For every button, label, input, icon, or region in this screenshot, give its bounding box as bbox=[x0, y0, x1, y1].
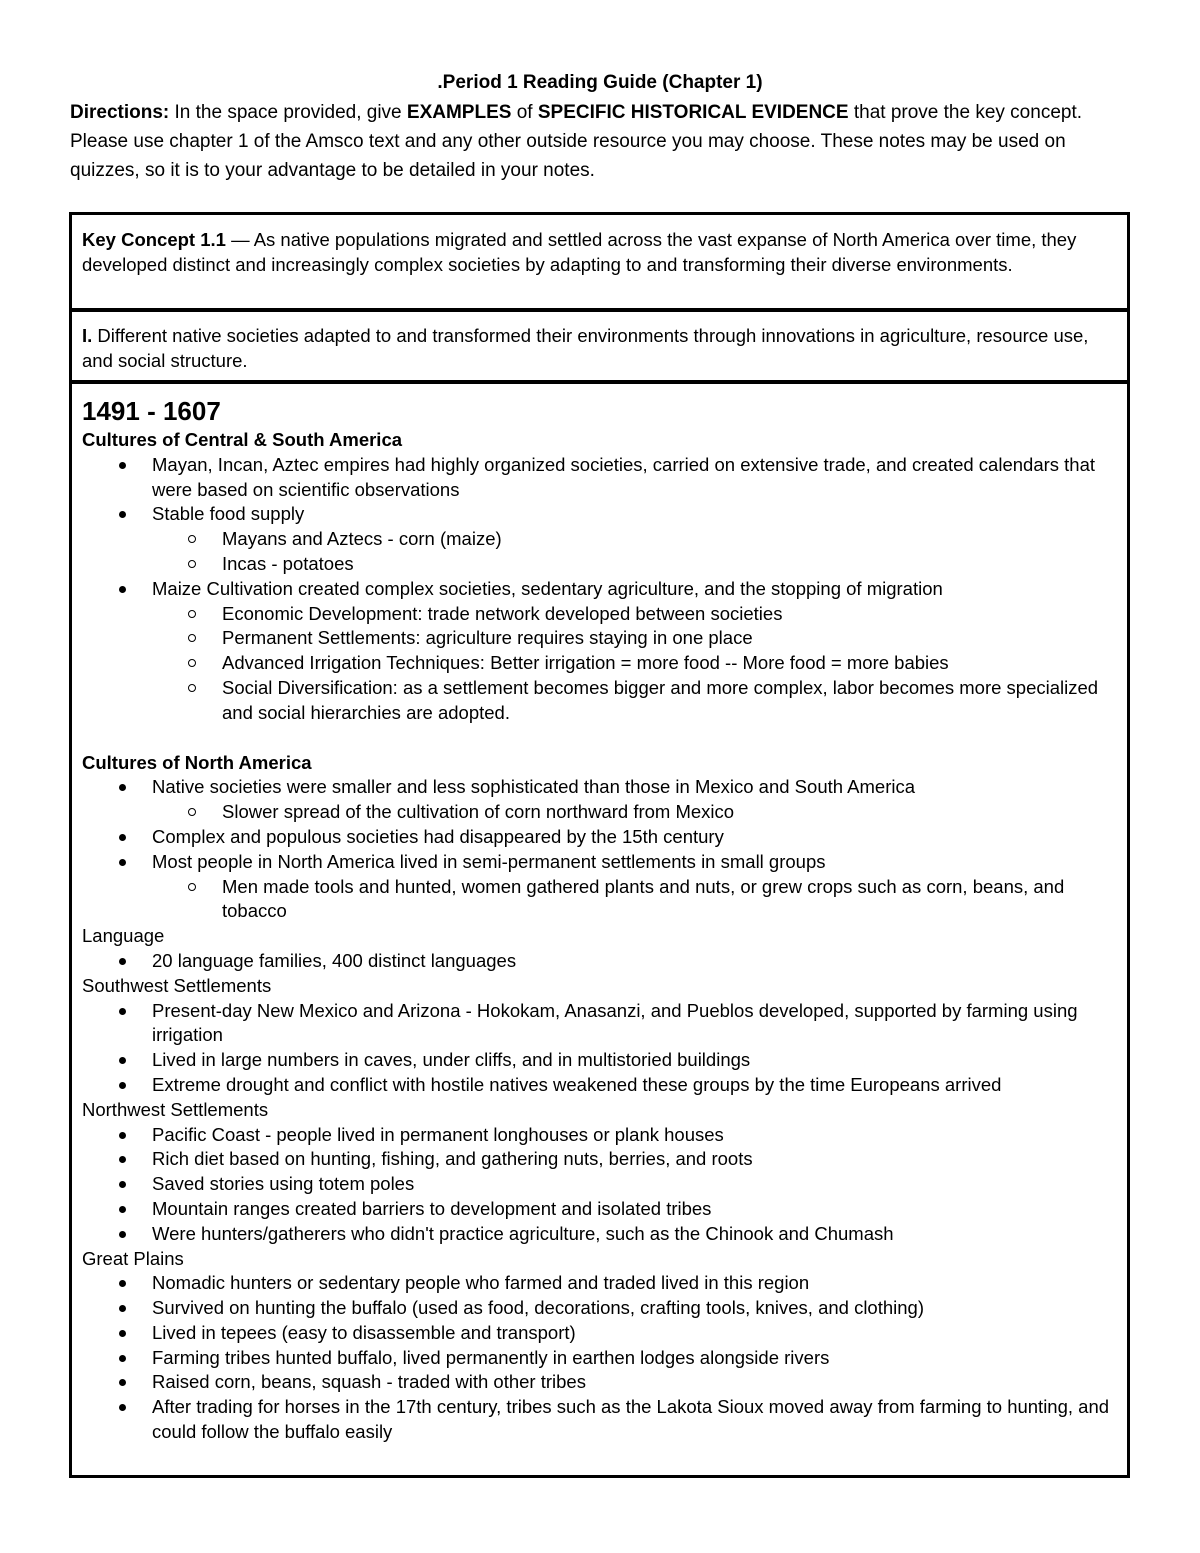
sub-list-item: Economic Development: trade network developed between societies bbox=[82, 602, 1117, 627]
southwest-heading: Southwest Settlements bbox=[82, 974, 272, 996]
section-one-box bbox=[69, 309, 1130, 383]
list-item: Nomadic hunters or sedentary people who farmed and traded lived in this region bbox=[82, 1271, 1117, 1296]
directions-emphasis-examples: EXAMPLES bbox=[406, 102, 512, 123]
list-item: Were hunters/gatherers who didn't practice agriculture, such as the Chinook and Chumash bbox=[82, 1222, 1117, 1247]
list-item: Lived in large numbers in caves, under cliffs, and in multistoried buildings bbox=[82, 1048, 1117, 1073]
sub-list-item: Advanced Irrigation Techniques: Better irrigation = more food -- More food = more babies bbox=[82, 651, 1117, 676]
directions-text-1: In the space provided, give bbox=[169, 102, 407, 123]
list-item: Saved stories using totem poles bbox=[82, 1172, 1117, 1197]
directions-label: Directions: bbox=[70, 102, 170, 123]
great-plains-heading: Great Plains bbox=[82, 1247, 184, 1269]
list-item: Mayan, Incan, Aztec empires had highly organized societies, carried on extensive trade, and created calendars that were based on scientific observations bbox=[82, 453, 1117, 503]
section-one-label: I. bbox=[82, 325, 93, 346]
list-item: After trading for horses in the 17th century, tribes such as the Lakota Sioux moved away from farming to hunting, and could follow the buffalo easily bbox=[82, 1395, 1117, 1445]
list-item: Maize Cultivation created complex societies, sedentary agriculture, and the stopping of migration bbox=[82, 577, 1117, 602]
northwest-list bbox=[82, 1123, 1117, 1247]
central-south-heading: Cultures of Central & South America bbox=[82, 429, 403, 450]
sub-list-item: Incas - potatoes bbox=[82, 552, 1117, 577]
notes-box bbox=[69, 381, 1130, 1478]
directions-emphasis-evidence: SPECIFIC HISTORICAL EVIDENCE bbox=[537, 102, 849, 123]
sub-list-item: Mayans and Aztecs - corn (maize) bbox=[82, 527, 1117, 552]
language-heading: Language bbox=[82, 925, 165, 947]
key-concept-box bbox=[69, 212, 1130, 311]
list-item: Complex and populous societies had disappeared by the 15th century bbox=[82, 825, 1117, 850]
key-concept-text: — As native populations migrated and settled across the vast expanse of North America over time, they developed distinct and increasingly complex societies by adapting to and transforming their diverse environments. bbox=[82, 229, 1077, 275]
list-item: Survived on hunting the buffalo (used as food, decorations, crafting tools, knives, and clothing) bbox=[82, 1296, 1117, 1321]
list-item: Rich diet based on hunting, fishing, and gathering nuts, berries, and roots bbox=[82, 1147, 1117, 1172]
page-title: .Period 1 Reading Guide (Chapter 1) bbox=[437, 72, 763, 93]
directions-text-3: that prove the key concept. Please use chapter 1 of the Amsco text and any other outside resource you may choose. These notes may be used on quizzes, so it is to your advantage to be detailed in your notes. bbox=[70, 102, 1083, 181]
list-item: Most people in North America lived in semi-permanent settlements in small groups bbox=[82, 850, 1117, 875]
great-plains-list bbox=[82, 1271, 1117, 1445]
list-item: Pacific Coast - people lived in permanent longhouses or plank houses bbox=[82, 1123, 1117, 1148]
sub-list-item: Men made tools and hunted, women gathered plants and nuts, or grew crops such as corn, beans, and tobacco bbox=[82, 875, 1117, 925]
list-item: Extreme drought and conflict with hostile natives weakened these groups by the time Europeans arrived bbox=[82, 1073, 1117, 1098]
list-item: Stable food supply bbox=[82, 502, 1117, 527]
central-south-list bbox=[82, 453, 1117, 726]
list-item: Farming tribes hunted buffalo, lived permanently in earthen lodges alongside rivers bbox=[82, 1346, 1117, 1371]
list-item: Lived in tepees (easy to disassemble and transport) bbox=[82, 1321, 1117, 1346]
sub-list-item: Permanent Settlements: agriculture requires staying in one place bbox=[82, 626, 1117, 651]
list-item: Raised corn, beans, squash - traded with other tribes bbox=[82, 1370, 1117, 1395]
language-list bbox=[82, 949, 1117, 974]
spacer bbox=[82, 726, 1117, 751]
directions-text-2: of bbox=[511, 102, 538, 123]
north-america-heading: Cultures of North America bbox=[82, 751, 312, 773]
southwest-list bbox=[82, 999, 1117, 1098]
list-item: Present-day New Mexico and Arizona - Hokokam, Anasanzi, and Pueblos developed, supported by farming using irrigation bbox=[82, 999, 1117, 1049]
key-concept-label: Key Concept 1.1 bbox=[82, 229, 226, 250]
section-one-text: Different native societies adapted to and transformed their environments through innovations in agriculture, resource use, and social structure. bbox=[82, 325, 1089, 371]
sub-list-item: Social Diversification: as a settlement becomes bigger and more complex, labor becomes more specialized and social hierarchies are adopted. bbox=[82, 676, 1117, 726]
period-heading: 1491 - 1607 bbox=[82, 396, 221, 426]
list-item: 20 language families, 400 distinct languages bbox=[82, 949, 1117, 974]
list-item: Native societies were smaller and less sophisticated than those in Mexico and South America bbox=[82, 775, 1117, 800]
northwest-heading: Northwest Settlements bbox=[82, 1098, 269, 1120]
list-item: Mountain ranges created barriers to development and isolated tribes bbox=[82, 1197, 1117, 1222]
north-america-list bbox=[82, 775, 1117, 924]
directions bbox=[70, 98, 1132, 185]
sub-list-item: Slower spread of the cultivation of corn northward from Mexico bbox=[82, 800, 1117, 825]
